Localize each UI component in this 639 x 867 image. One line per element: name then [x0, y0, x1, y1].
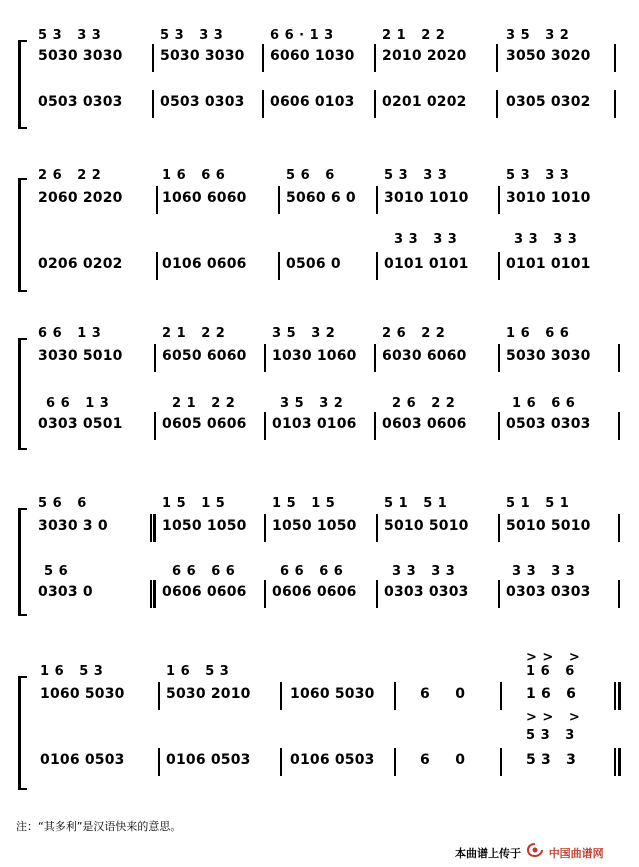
- barline: [374, 344, 376, 372]
- upper-measure: 1060 5030: [290, 686, 375, 702]
- upper-measure: 3010 1010: [506, 190, 591, 206]
- upper-numbers: 1 6 6 6: [162, 168, 226, 183]
- upper-measure: 1060 6060: [162, 190, 247, 206]
- barline: [394, 682, 396, 710]
- barline: [278, 252, 280, 280]
- lower-measure: 0603 0606: [382, 416, 467, 432]
- upper-numbers: 2 6 2 2: [38, 168, 102, 183]
- system-brace: [18, 338, 27, 450]
- footnote: 注：“其多利”是汉语快来的意思。: [16, 820, 182, 833]
- barline: [374, 412, 376, 440]
- upper-measure: 3050 3020: [506, 48, 591, 64]
- barline: [498, 412, 500, 440]
- lower-measure: 0206 0202: [38, 256, 123, 272]
- lower-measure: 0503 0303: [506, 416, 591, 432]
- barline: [264, 412, 266, 440]
- barline: [376, 252, 378, 280]
- upper-measure: 1050 1050: [162, 518, 247, 534]
- lower-measure: 0606 0606: [272, 584, 357, 600]
- lower-numbers: 2 1 2 2: [172, 396, 236, 411]
- final-barline: [614, 748, 616, 776]
- lower-measure: 0305 0302: [506, 94, 591, 110]
- upper-measure: 5010 5010: [506, 518, 591, 534]
- upper-numbers: 1 6 5 3: [40, 664, 104, 679]
- barline: [262, 90, 264, 118]
- upper-measure: 5030 2010: [166, 686, 251, 702]
- upper-numbers: 3 5 3 2: [272, 326, 336, 341]
- barline: [498, 344, 500, 372]
- upper-measure: 6060 1030: [270, 48, 355, 64]
- lower-measure: 0106 0503: [166, 752, 251, 768]
- lower-numbers: 5 3 3: [526, 728, 575, 743]
- upper-numbers: 1 6 6 6: [506, 326, 570, 341]
- upper-numbers: 5 3 3 3: [506, 168, 570, 183]
- barline: [374, 44, 376, 72]
- lower-numbers: 3 3 3 3: [512, 564, 576, 579]
- upper-numbers: 5 6 6: [286, 168, 335, 183]
- repeat-barline: [150, 580, 152, 608]
- upper-measure: 2010 2020: [382, 48, 467, 64]
- barline: [278, 186, 280, 214]
- lower-numbers: 2 6 2 2: [392, 396, 456, 411]
- barline: [618, 344, 620, 372]
- final-barline: [618, 682, 621, 710]
- lower-numbers: 3 5 3 2: [280, 396, 344, 411]
- lower-numbers: 6 6 6 6: [280, 564, 344, 579]
- lower-numbers: 3 3 3 3: [392, 564, 456, 579]
- barline: [496, 90, 498, 118]
- upper-numbers: 3 5 3 2: [506, 28, 570, 43]
- barline: [158, 682, 160, 710]
- repeat-barline: [153, 514, 156, 542]
- upper-measure: 1060 5030: [40, 686, 125, 702]
- barline: [154, 412, 156, 440]
- upper-measure: 5030 3030: [38, 48, 123, 64]
- upper-measure: 5060 6 0: [286, 190, 356, 206]
- barline: [264, 580, 266, 608]
- lower-measure: 0101 0101: [506, 256, 591, 272]
- upper-numbers: 1 6 5 3: [166, 664, 230, 679]
- upper-numbers: 5 3 3 3: [160, 28, 224, 43]
- upper-measure: 3030 3 0: [38, 518, 108, 534]
- lower-measure: 0103 0106: [272, 416, 357, 432]
- barline: [496, 44, 498, 72]
- upper-measure: 5010 5010: [384, 518, 469, 534]
- lower-measure: 0503 0303: [38, 94, 123, 110]
- lower-numbers: 6 6 1 3: [46, 396, 110, 411]
- system-brace: [18, 40, 27, 129]
- final-barline: [614, 682, 616, 710]
- credit-prefix: 本曲谱上传于: [455, 847, 521, 860]
- upper-numbers: 5 3 3 3: [38, 28, 102, 43]
- upper-numbers: 6 6 1 3: [38, 326, 102, 341]
- barline: [500, 748, 502, 776]
- upper-numbers: 6 6 · 1 3: [270, 28, 334, 43]
- accent-marks: > > >: [526, 650, 581, 665]
- barline: [376, 580, 378, 608]
- upper-numbers: 1 5 1 5: [272, 496, 336, 511]
- lower-measure: 0106 0606: [162, 256, 247, 272]
- lower-measure: 0506 0: [286, 256, 341, 272]
- barline: [262, 44, 264, 72]
- barline: [264, 514, 266, 542]
- barline: [376, 186, 378, 214]
- lower-numbers: 5 6: [44, 564, 69, 579]
- repeat-barline: [153, 580, 156, 608]
- barline: [498, 252, 500, 280]
- barline: [618, 412, 620, 440]
- barline: [376, 514, 378, 542]
- barline: [280, 748, 282, 776]
- upper-numbers: 5 6 6: [38, 496, 87, 511]
- upper-numbers: 5 3 3 3: [384, 168, 448, 183]
- site-logo-icon: [527, 843, 543, 857]
- upper-measure: 3010 1010: [384, 190, 469, 206]
- lower-measure: 0606 0103: [270, 94, 355, 110]
- barline: [280, 682, 282, 710]
- lower-numbers: 6 6 6 6: [172, 564, 236, 579]
- barline: [614, 90, 616, 118]
- site-brand[interactable]: 中国曲谱网: [548, 847, 604, 860]
- upper-measure: 1050 1050: [272, 518, 357, 534]
- upper-measure: 1 6 6: [526, 686, 577, 702]
- accent-marks: > > >: [526, 710, 581, 725]
- lower-measure: 0101 0101: [384, 256, 469, 272]
- barline: [614, 44, 616, 72]
- upper-numbers: 1 5 1 5: [162, 496, 226, 511]
- system-brace: [18, 676, 27, 790]
- barline: [154, 344, 156, 372]
- final-barline: [618, 748, 621, 776]
- lower-measure: 0303 0303: [384, 584, 469, 600]
- lower-measure: 0106 0503: [290, 752, 375, 768]
- barline: [152, 44, 154, 72]
- upper-measure: 6 0: [420, 686, 466, 702]
- upper-measure: 5030 3030: [506, 348, 591, 364]
- lower-measure: 5 3 3: [526, 752, 577, 768]
- barline: [156, 186, 158, 214]
- lower-measure: 0606 0606: [162, 584, 247, 600]
- barline: [158, 748, 160, 776]
- upper-numbers: 5 1 5 1: [384, 496, 448, 511]
- upper-measure: 2060 2020: [38, 190, 123, 206]
- upper-numbers: 2 1 2 2: [162, 326, 226, 341]
- upper-numbers: 2 6 2 2: [382, 326, 446, 341]
- barline: [498, 186, 500, 214]
- upper-numbers: 1 6 6: [526, 664, 575, 679]
- lower-measure: 0201 0202: [382, 94, 467, 110]
- upper-measure: 3030 5010: [38, 348, 123, 364]
- barline: [618, 514, 620, 542]
- system-brace: [18, 508, 27, 616]
- lower-measure: 0303 0: [38, 584, 93, 600]
- barline: [500, 682, 502, 710]
- lower-measure: 0605 0606: [162, 416, 247, 432]
- barline: [156, 252, 158, 280]
- barline: [374, 90, 376, 118]
- barline: [264, 344, 266, 372]
- barline: [618, 580, 620, 608]
- lower-numbers: 3 3 3 3: [514, 232, 578, 247]
- upper-measure: 6030 6060: [382, 348, 467, 364]
- upper-measure: 1030 1060: [272, 348, 357, 364]
- barline: [394, 748, 396, 776]
- lower-measure: 0303 0303: [506, 584, 591, 600]
- barline: [498, 514, 500, 542]
- system-brace: [18, 178, 27, 292]
- repeat-barline: [150, 514, 152, 542]
- upper-numbers: 5 1 5 1: [506, 496, 570, 511]
- barline: [152, 90, 154, 118]
- lower-measure: 0503 0303: [160, 94, 245, 110]
- lower-numbers: 3 3 3 3: [394, 232, 458, 247]
- upper-measure: 6050 6060: [162, 348, 247, 364]
- lower-numbers: 1 6 6 6: [512, 396, 576, 411]
- barline: [498, 580, 500, 608]
- upper-measure: 5030 3030: [160, 48, 245, 64]
- lower-measure: 0303 0501: [38, 416, 123, 432]
- upper-numbers: 2 1 2 2: [382, 28, 446, 43]
- lower-measure: 6 0: [420, 752, 466, 768]
- lower-measure: 0106 0503: [40, 752, 125, 768]
